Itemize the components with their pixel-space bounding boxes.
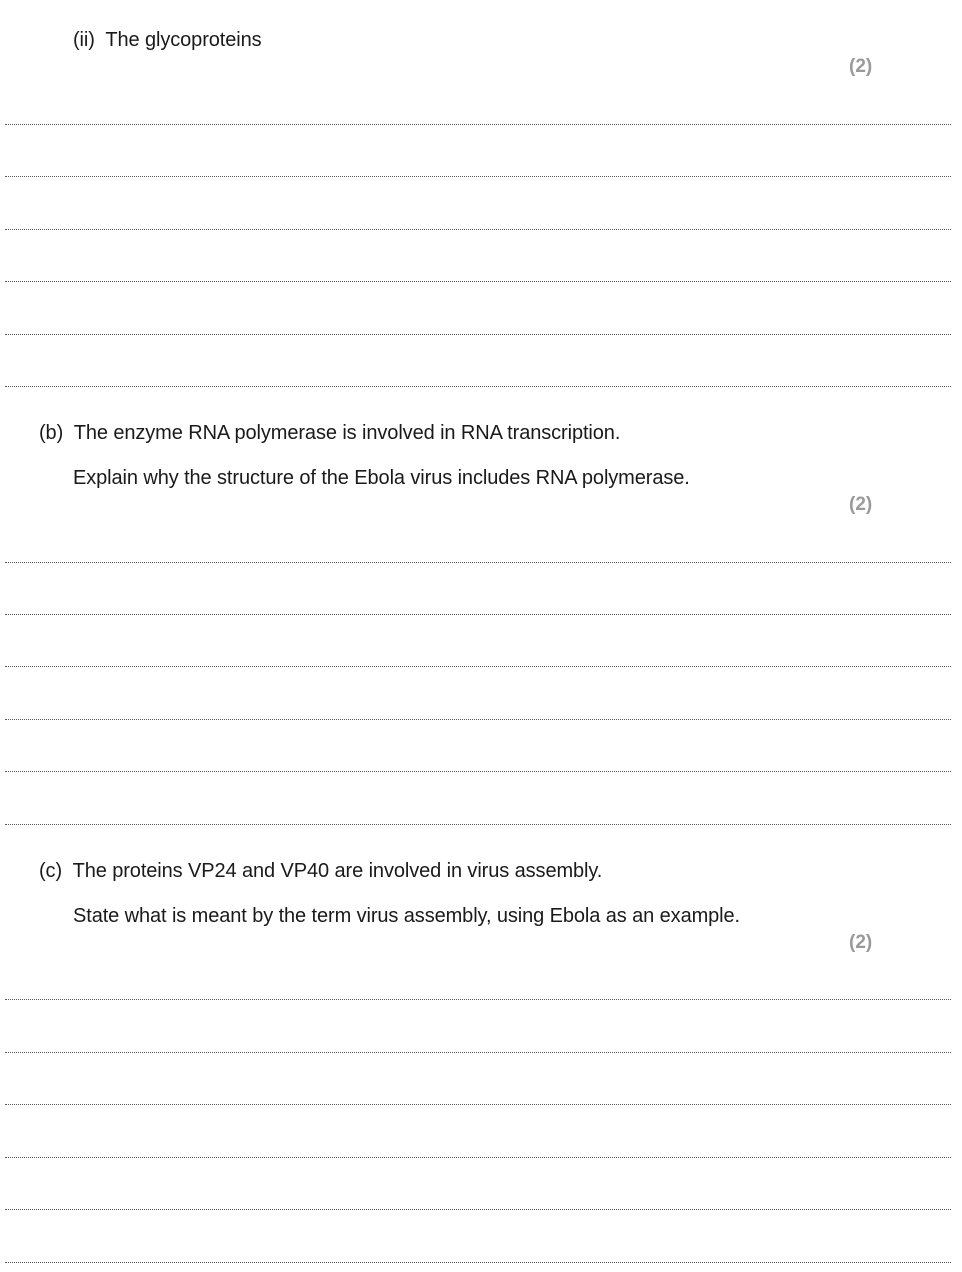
answer-line[interactable] [5, 1157, 951, 1158]
answer-line[interactable] [5, 1209, 951, 1210]
answer-line[interactable] [5, 1052, 951, 1053]
answer-line[interactable] [5, 281, 951, 282]
answer-line[interactable] [5, 666, 951, 667]
answer-line[interactable] [5, 176, 951, 177]
question-a-ii-text: The glycoproteins [105, 29, 262, 51]
answer-line[interactable] [5, 719, 951, 720]
answer-line[interactable] [5, 386, 951, 387]
answer-line[interactable] [5, 334, 951, 335]
question-a-ii-label: (ii) [73, 29, 95, 51]
question-c-prompt-line-1 [39, 859, 602, 883]
answer-line[interactable] [5, 1262, 951, 1263]
answer-line[interactable] [5, 229, 951, 230]
answer-line[interactable] [5, 562, 951, 563]
question-c-prompt-line-2: State what is meant by the term virus assembly, using Ebola as an example. [73, 905, 740, 927]
answer-line[interactable] [5, 824, 951, 825]
question-c-text-1: The proteins VP24 and VP40 are involved in virus assembly. [72, 860, 603, 882]
question-c-marks: (2) [849, 932, 873, 953]
question-b-prompt-line-1 [39, 421, 620, 445]
answer-line[interactable] [5, 771, 951, 772]
question-a-ii-prompt [73, 28, 262, 52]
question-b-marks: (2) [849, 494, 873, 515]
answer-line[interactable] [5, 999, 951, 1000]
question-a-ii-marks: (2) [849, 56, 873, 77]
question-c-label: (c) [39, 860, 63, 882]
question-b-text-1: The enzyme RNA polymerase is involved in RNA transcription. [73, 422, 621, 444]
answer-line[interactable] [5, 614, 951, 615]
question-b-label: (b) [39, 422, 64, 444]
answer-line[interactable] [5, 124, 951, 125]
answer-line[interactable] [5, 1104, 951, 1105]
question-b-prompt-line-2: Explain why the structure of the Ebola virus includes RNA polymerase. [73, 467, 690, 489]
